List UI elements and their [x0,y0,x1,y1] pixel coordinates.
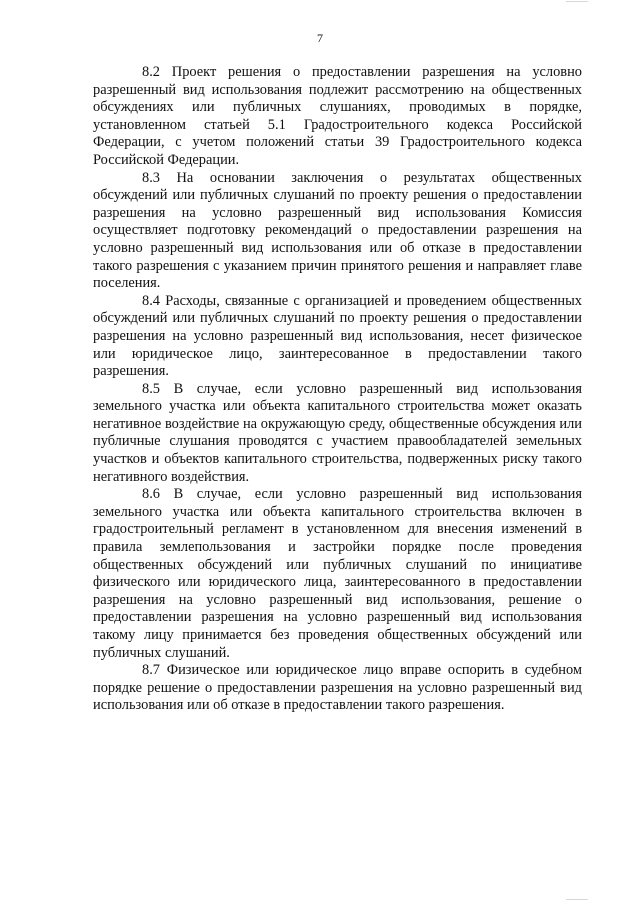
scan-artifact-bottom [566,899,588,900]
paragraph-8-6: 8.6 В случае, если условно разрешенный вид использования земельного участка или объекта капитального строительства включен в градостроительный регламент в установленном для внесения изменений в правила землепользования и застройки порядке после проведения общественных обсуждений или публичных слушаний по инициативе физического или юридического лица, заинтересованного в предоставлении разрешения на условно разрешенный вид использования, решение о предоставлении разрешения на условно разрешенный вид использования такому лицу принимается без проведения общественных обсуждений или публичных слушаний. [93,486,582,661]
paragraph-8-5: 8.5 В случае, если условно разрешенный вид использования земельного участка или объекта капитального строительства может оказать негативное воздействие на окружающую среду, общественные обсуждения или публичные слушания проводятся с участием правообладателей земельных участков и объектов капитального строительства, подверженных риску такого негативного воздействия. [93,380,582,485]
paragraph-8-7: 8.7 Физическое или юридическое лицо вправе оспорить в судебном порядке решение о предоставлении разрешения на условно разрешенный вид использования или об отказе в предоставлении такого разрешения. [93,662,582,714]
paragraph-8-3: 8.3 На основании заключения о результатах общественных обсуждений или публичных слушаний по проекту решения о предоставлении разрешения на условно разрешенный вид использования Комиссия осуществляет подготовку рекомендаций о предоставлении разрешения на условно разрешенный вид использования или об отказе в предоставлении такого разрешения с указанием причин принятого решения и направляет главе поселения. [93,169,582,292]
paragraph-8-4: 8.4 Расходы, связанные с организацией и проведением общественных обсуждений или публичных слушаний по проекту решения о предоставлении разрешения на условно разрешенный вид использования, несет физическое или юридическое лицо, заинтересованное в предоставлении такого разрешения. [93,292,582,380]
page-number: 7 [317,31,323,45]
scan-artifact-top [566,1,588,2]
paragraph-8-2: 8.2 Проект решения о предоставлении разрешения на условно разрешенный вид использования подлежит рассмотрению на общественных обсуждениях или публичных слушаниях, проводимых в порядке, установленном статьей 5.1 Градостроительного кодекса Российской Федерации, с учетом положений статьи 39 Градостроительного кодекса Российской Федерации. [93,64,582,168]
document-body [93,64,582,715]
